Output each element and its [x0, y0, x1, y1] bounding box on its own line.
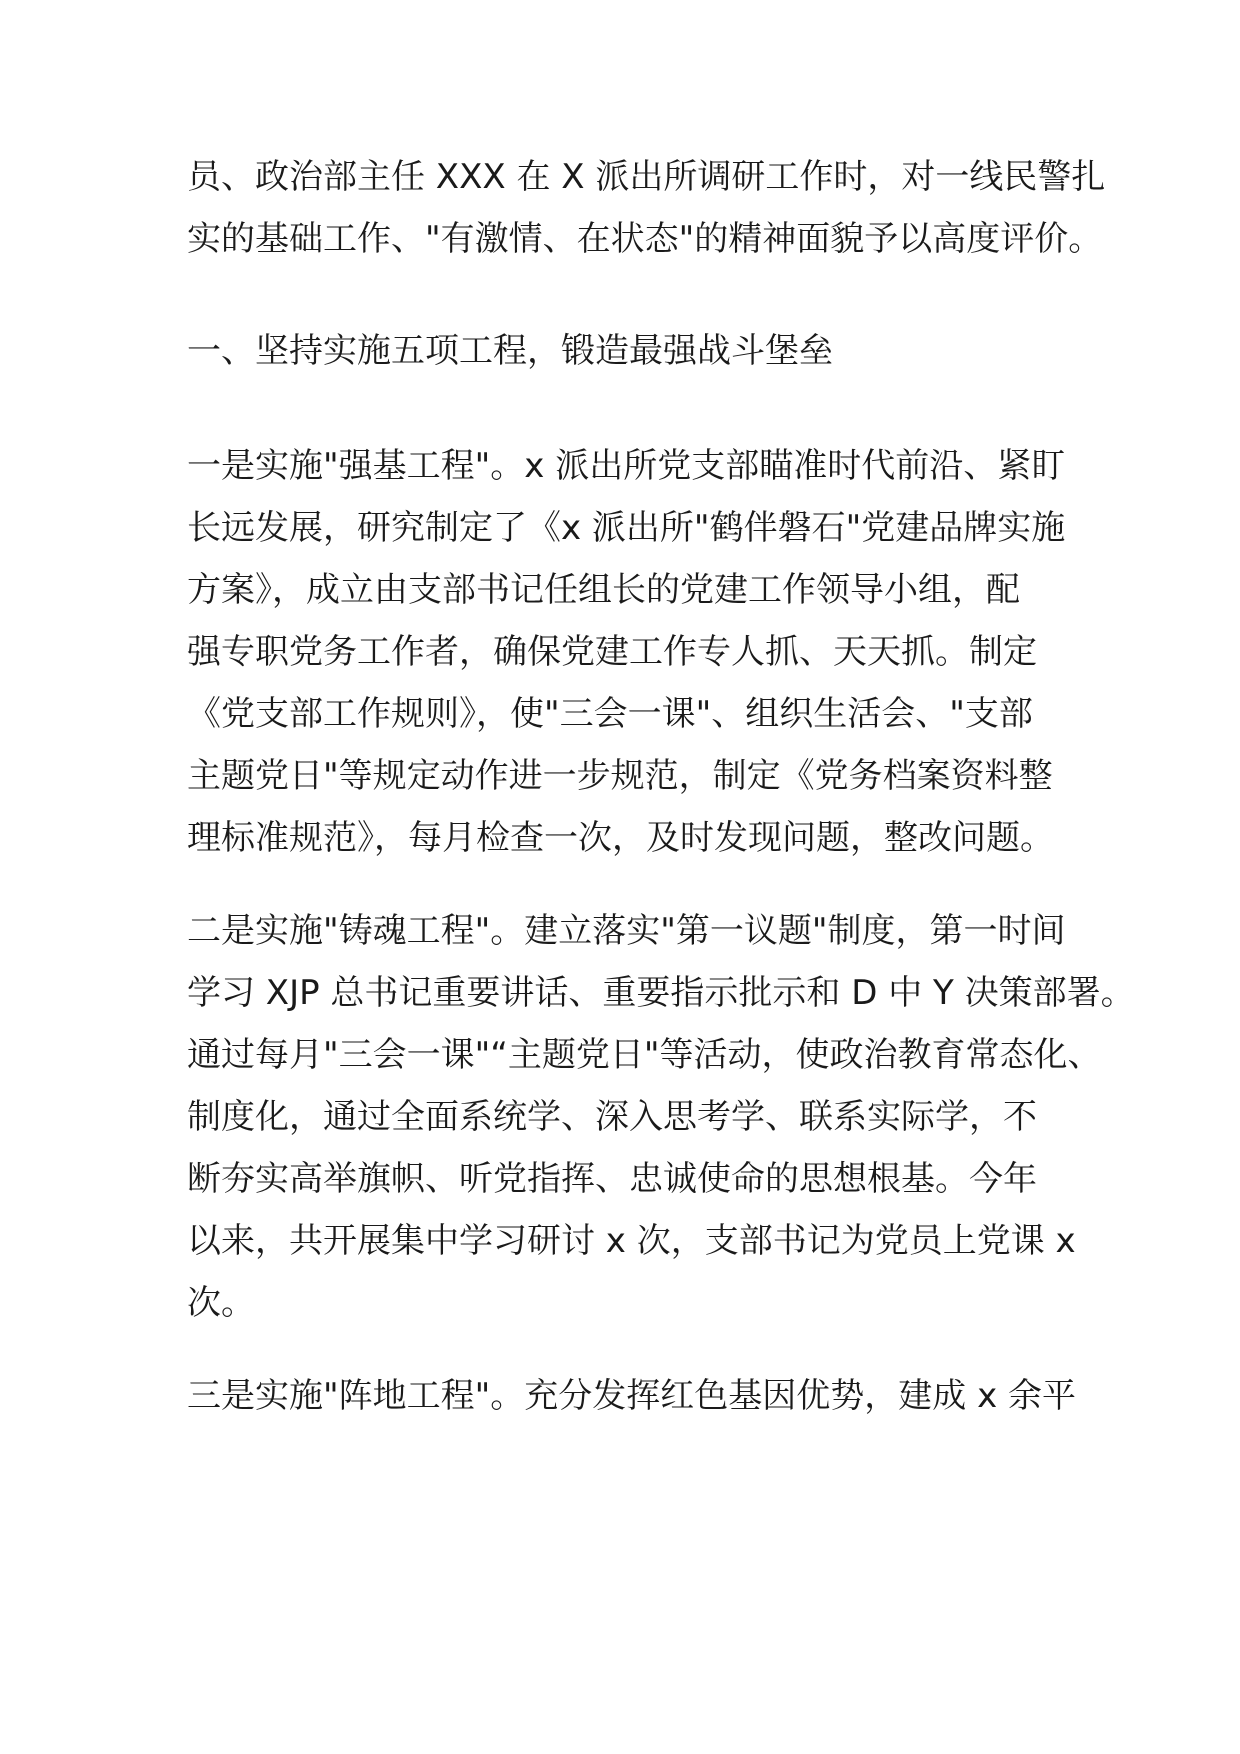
- paragraph-soul-casting: [187, 900, 1135, 1334]
- paragraph-line: 制度化，通过全面系统学、深入思考学、联系实际学，不: [187, 1097, 1037, 1137]
- paragraph-line: 次。: [187, 1283, 255, 1323]
- paragraph-line: 断夯实高举旗帜、听党指挥、忠诚使命的思想根基。今年: [187, 1159, 1037, 1199]
- paragraph-line: 主题党日"等规定动作进一步规范，制定《党务档案资料整: [187, 756, 1053, 796]
- intro-line: 员、政治部主任 XXX 在 X 派出所调研工作时，对一线民警扎: [187, 157, 1106, 197]
- paragraph-line: 方案》，成立由支部书记任组长的党建工作领导小组，配: [187, 570, 1020, 610]
- paragraph-line: 强专职党务工作者，确保党建工作专人抓、天天抓。制定: [187, 632, 1037, 672]
- paragraph-strong-foundation: [187, 435, 1066, 869]
- intro-line: 实的基础工作、"有激情、在状态"的精神面貌予以高度评价。: [187, 219, 1103, 259]
- intro-paragraph: [187, 146, 1106, 270]
- paragraph-line: 学习 XJP 总书记重要讲话、重要指示批示和 D 中 Y 决策部署。: [187, 973, 1135, 1013]
- section-heading: [187, 320, 1057, 382]
- paragraph-line: 通过每月"三会一课"“主题党日"等活动，使政治教育常态化、: [187, 1035, 1102, 1075]
- paragraph-line: 理标准规范》，每月检查一次，及时发现问题，整改问题。: [187, 818, 1054, 858]
- paragraph-line: 一是实施"强基工程"。x 派出所党支部瞄准时代前沿、紧盯: [187, 446, 1066, 486]
- paragraph-line: 二是实施"铸魂工程"。建立落实"第一议题"制度，第一时间: [187, 911, 1066, 951]
- paragraph-line: 《党支部工作规则》，使"三会一课"、组织生活会、"支部: [187, 694, 1033, 734]
- paragraph-line: 三是实施"阵地工程"。充分发挥红色基因优势，建成 x 余平: [187, 1376, 1077, 1416]
- section-heading-text: 一、坚持实施五项工程，锻造最强战斗堡垒: [187, 331, 833, 371]
- paragraph-line: 长远发展，研究制定了《x 派出所"鹤伴磐石"党建品牌实施: [187, 508, 1066, 548]
- paragraph-line: 以来，共开展集中学习研讨 x 次，支部书记为党员上党课 x: [187, 1221, 1076, 1261]
- paragraph-position: [187, 1365, 1077, 1427]
